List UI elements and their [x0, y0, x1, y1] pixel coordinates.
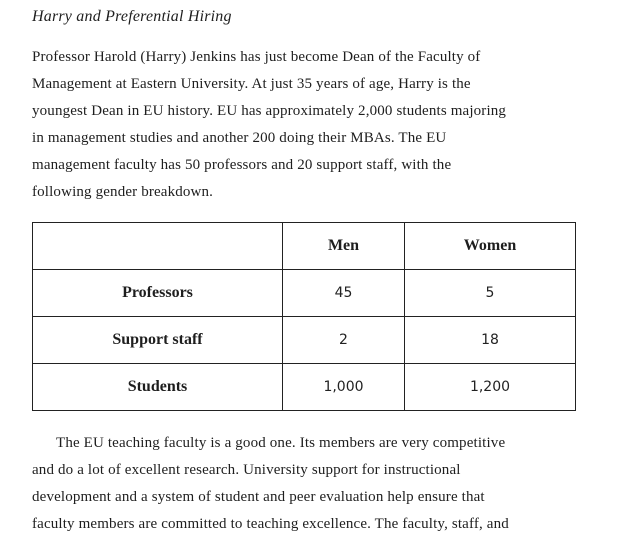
- men-count: 45: [283, 270, 405, 317]
- intro-paragraph: [32, 44, 592, 206]
- women-count: 18: [405, 317, 576, 364]
- men-count: 1,000: [283, 364, 405, 411]
- text-line: The EU teaching faculty is a good one. Its members are very competitive: [56, 435, 506, 451]
- header-men: Men: [283, 223, 405, 270]
- men-count: 2: [283, 317, 405, 364]
- table-header-row: [33, 223, 576, 270]
- header-women: Women: [405, 223, 576, 270]
- text-line: youngest Dean in EU history. EU has approximately 2,000 students majoring: [32, 103, 507, 119]
- table-row: [33, 270, 576, 317]
- gender-breakdown-table: [32, 222, 576, 411]
- row-label: Professors: [33, 270, 283, 317]
- continuation-paragraph: [32, 430, 592, 538]
- text-line: and do a lot of excellent research. University support for instructional: [32, 462, 461, 478]
- header-empty-cell: [33, 223, 283, 270]
- women-count: 1,200: [405, 364, 576, 411]
- text-line: management faculty has 50 professors and 20 support staff, with the: [32, 157, 452, 173]
- case-title: Harry and Preferential Hiring: [32, 8, 232, 25]
- row-label: Students: [33, 364, 283, 411]
- text-line: Management at Eastern University. At just 35 years of age, Harry is the: [32, 76, 471, 92]
- text-line: development and a system of student and peer evaluation help ensure that: [32, 489, 485, 505]
- table-row: [33, 364, 576, 411]
- row-label: Support staff: [33, 317, 283, 364]
- table-row: [33, 317, 576, 364]
- text-line: following gender breakdown.: [32, 184, 214, 200]
- women-count: 5: [405, 270, 576, 317]
- text-line: in management studies and another 200 doing their MBAs. The EU: [32, 130, 447, 146]
- text-line: faculty members are committed to teaching excellence. The faculty, staff, and: [32, 516, 509, 532]
- text-line: Professor Harold (Harry) Jenkins has just become Dean of the Faculty of: [32, 49, 481, 65]
